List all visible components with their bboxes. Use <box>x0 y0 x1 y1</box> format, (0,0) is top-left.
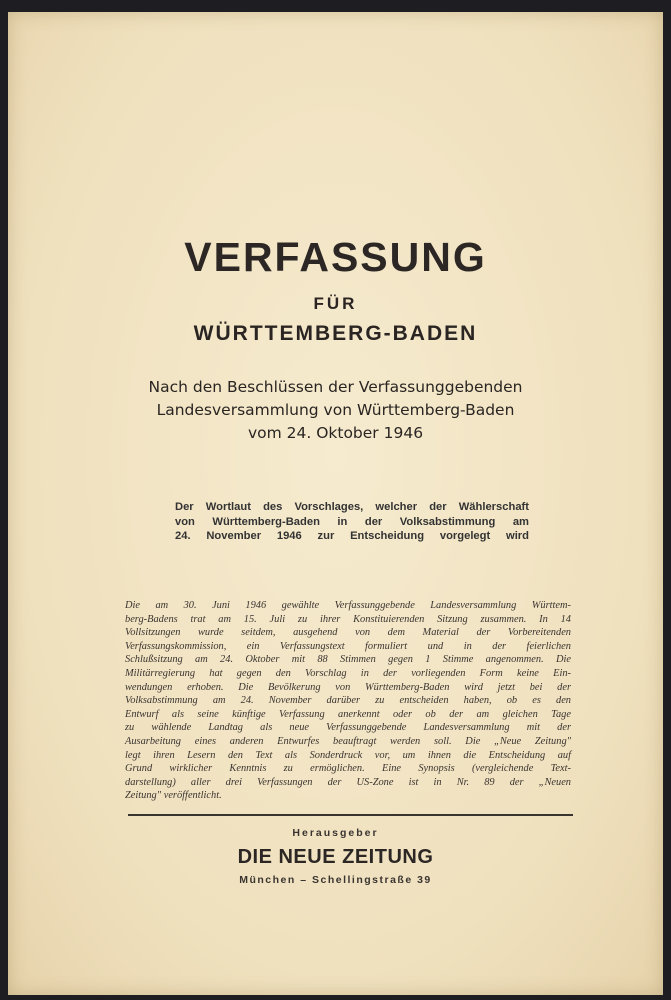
paragraph-line: Vollsitzungen wurde seitdem, ausgehend von dem Material der Vorbereitenden <box>125 627 571 639</box>
state-name: WÜRTTEMBERG-BADEN <box>193 322 478 345</box>
paragraph-line: Zeitung" veröffentlicht. <box>125 790 222 802</box>
subtitle-block <box>8 376 663 445</box>
notice-line: 24. November 1946 zur Entscheidung vorgelegt wird <box>175 530 529 542</box>
subtitle-line: Landesversammlung von Württemberg-Baden <box>156 401 515 419</box>
paragraph-line: darstellung) aller drei Verfassungen der US-Zone ist in Nr. 89 der „Neuen <box>125 776 571 788</box>
publisher-name: DIE NEUE ZEITUNG <box>237 846 434 868</box>
paragraph-line: Ausarbeitung eines anderen Entwurfes beauftragt werden soll. Die „Neue Zeitung" <box>125 735 571 747</box>
notice-line: Der Wortlaut des Vorschlages, welcher der Wählerschaft <box>175 501 529 513</box>
divider <box>128 814 573 816</box>
subtitle-line: Nach den Beschlüssen der Verfassunggebenden <box>148 378 523 396</box>
paragraph-line: Grund wirklicher Kenntnis zu ermöglichen. Eine Synopsis (vergleichende Text- <box>125 763 571 775</box>
title-preposition: FÜR <box>313 294 358 313</box>
document-page <box>8 12 663 995</box>
publisher-label: Herausgeber <box>292 827 379 839</box>
paragraph-line: Entwurf als seine künftige Verfassung anerkennt oder ob der am gleichen Tage <box>125 708 571 720</box>
publisher-address: München – Schellingstraße 39 <box>239 874 432 886</box>
paragraph-line: Die am 30. Juni 1946 gewählte Verfassunggebende Landesversammlung Württem- <box>125 600 571 611</box>
paragraph-line: Verfassungskommission, ein Verfassungstext formuliert und in der feierlichen <box>125 640 571 652</box>
document-title: VERFASSUNG <box>184 234 487 280</box>
paragraph-line: Militärregierung hat gegen den Vorschlag in der vorliegenden Form keine Ein- <box>125 667 571 679</box>
paragraph-line: legt ihren Lesern den Text als Sonderdruck vor, um ihnen die Entscheidung auf <box>125 749 571 761</box>
paragraph-line: Volksabstimmung am 24. November darüber zu entscheiden haben, ob es den <box>125 695 571 707</box>
paragraph-line: berg-Badens trat am 15. Juli zu ihrer Konstituierenden Sitzung zusammen. In 14 <box>125 613 571 625</box>
notice-line: von Württemberg-Baden in der Volksabstimmung am <box>175 515 529 528</box>
paragraph-line: zu wählende Landtag als neue Verfassunggebende Landesversammlung mit der <box>125 722 571 734</box>
paragraph-line: wendungen erhoben. Die Bevölkerung von Württemberg-Baden wird jetzt bei der <box>125 681 571 693</box>
subtitle-line: vom 24. Oktober 1946 <box>247 424 424 442</box>
notice-block <box>175 500 529 544</box>
intro-paragraph <box>125 599 571 803</box>
paragraph-line: Schlußsitzung am 24. Oktober mit 88 Stimmen gegen 1 Stimme angenommen. Die <box>125 654 571 666</box>
